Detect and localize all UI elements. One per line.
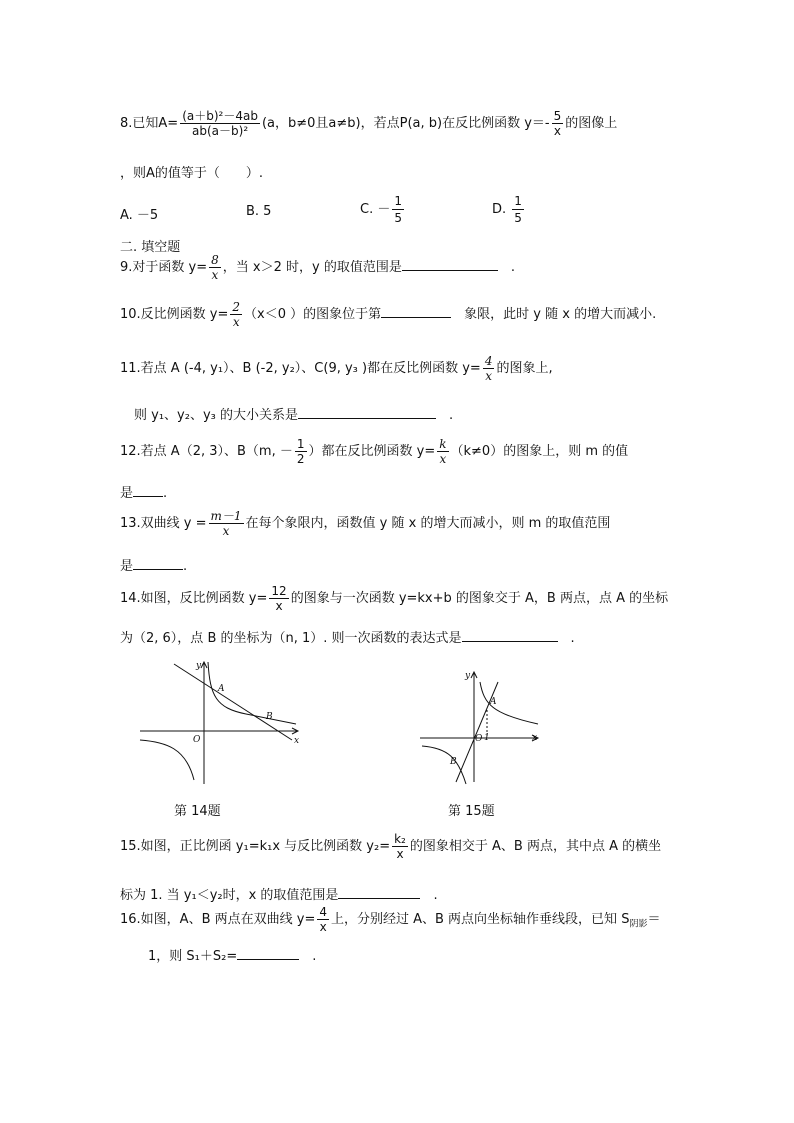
fig15-hyperbola-q3 — [422, 746, 466, 784]
q10-answer-blank[interactable] — [381, 305, 451, 318]
q13-fraction — [209, 510, 244, 537]
fig14-label-a: A — [218, 684, 225, 694]
q16-fraction — [317, 906, 329, 933]
fig14-line — [174, 664, 292, 740]
option-c-prefix: C. － — [360, 202, 391, 217]
fig14-caption: 第 14题 — [174, 804, 221, 819]
option-d-den: 5 — [514, 211, 522, 225]
option-c-den: 5 — [394, 211, 402, 225]
q15-text-1: 15.如图，正比例函 y₁=k₁x 与反比例函数 y₂= — [120, 839, 391, 854]
q12-fraction-b — [295, 438, 307, 465]
q8-fraction-a — [180, 110, 260, 137]
figure-15 — [418, 668, 544, 786]
fig14-label-x: x — [294, 736, 300, 746]
option-c[interactable] — [360, 194, 406, 225]
q11-answer-blank[interactable] — [298, 406, 436, 419]
q11-line2 — [134, 406, 453, 422]
q15-text-3: 标为 1. 当 y₁＜y₂时，x 的取值范围是 — [120, 888, 339, 903]
q14-num: 12 — [271, 584, 287, 598]
q9-answer-blank[interactable] — [402, 258, 498, 271]
option-a[interactable] — [120, 204, 158, 223]
q11-end: . — [449, 408, 454, 423]
q11-fraction — [483, 355, 495, 382]
q13-text-2: 在每个象限内，函数值 y 随 x 的增大而减小，则 m 的取值范围 — [245, 516, 611, 531]
option-d[interactable] — [492, 194, 526, 225]
q8-text-4: ，则A的值等于（ ）. — [120, 166, 264, 181]
q11-text-1: 11.若点 A (-4, y₁）、B (-2, y₂）、C(9, y₃ )都在反比例函数 y= — [120, 361, 481, 376]
q12-text-2: ）都在反比例函数 y= — [308, 444, 436, 459]
q11-num: 4 — [484, 354, 493, 368]
q9-num: 8 — [211, 253, 219, 267]
fig15-label-one: 1 — [484, 733, 490, 743]
fig15-label-a: A — [490, 697, 497, 707]
q15-num: k₂ — [394, 832, 406, 846]
q16-end: . — [312, 949, 317, 964]
q10-text-2: （x＜0 ）的图象位于第 — [244, 307, 382, 322]
fig14-label-b: B — [266, 712, 273, 722]
q10-line — [120, 301, 656, 328]
section-title: 二. 填空题 — [120, 240, 181, 255]
q10-den: x — [232, 315, 240, 329]
option-d-prefix: D. — [492, 202, 511, 217]
option-d-num: 1 — [514, 194, 522, 208]
q8-text-1: 8.已知A= — [120, 116, 179, 131]
q13-end: . — [183, 559, 188, 574]
q16-line1 — [120, 906, 660, 933]
q15-answer-blank[interactable] — [338, 886, 420, 899]
q9-fraction — [209, 254, 221, 281]
q13-text-1: 13.双曲线 y = — [120, 516, 207, 531]
q11-text-3: 则 y₁、y₂、y₃ 的大小关系是 — [134, 408, 298, 423]
q15-line1 — [120, 833, 661, 860]
q16-sub-shadow: 阴影 — [629, 919, 648, 930]
q8-text-2: (a，b≠0且a≠b)，若点P(a, b)在反比例函数 y＝- — [261, 116, 550, 131]
option-d-fraction — [512, 194, 524, 225]
q13-text-3: 是 — [120, 559, 134, 574]
fig14-label-y: y — [196, 661, 202, 671]
q9-line — [120, 254, 515, 281]
q12-text-1: 12.若点 A（2, 3）、B（m, － — [120, 444, 293, 459]
q9-text-1: 9.对于函数 y= — [120, 260, 208, 275]
q12-bnum: 1 — [296, 437, 305, 451]
q13-line1 — [120, 510, 610, 537]
q9-text-2: ，当 x＞2 时，y 的取值范围是 — [222, 260, 402, 275]
q12-fraction-k — [437, 438, 448, 465]
option-b-label: B. 5 — [246, 204, 272, 219]
q15-den: x — [396, 847, 404, 861]
q16-line2 — [148, 947, 316, 963]
q10-text-3: 象限，此时 y 随 x 的增大而减小. — [464, 307, 657, 322]
q15-text-2: 的图象相交于 A、B 两点，其中点 A 的横坐 — [409, 839, 662, 854]
option-a-label: A. －5 — [120, 208, 159, 223]
q14-fraction — [269, 585, 288, 612]
fig14-hyperbola-q3 — [140, 740, 194, 780]
option-c-num: 1 — [394, 194, 402, 208]
q12-line1 — [120, 438, 628, 465]
q12-end: . — [163, 486, 168, 501]
q14-den: x — [275, 599, 283, 613]
fig15-caption: 第 15题 — [448, 804, 495, 819]
q16-text-1: 16.如图，A、B 两点在双曲线 y= — [120, 912, 316, 927]
q8-frac-num: (a＋b)²－4ab — [182, 109, 258, 123]
q16-text-2: 上，分别经过 A、B 两点向坐标轴作垂线段，已知 S — [330, 912, 630, 927]
q16-answer-blank[interactable] — [237, 947, 299, 960]
q9-den: x — [211, 268, 219, 282]
q14-text-1: 14.如图，反比例函数 y= — [120, 591, 268, 606]
q14-end: . — [570, 631, 575, 646]
q12-bden: 2 — [296, 452, 305, 466]
q9-end: . — [510, 260, 515, 275]
option-b[interactable] — [246, 204, 271, 219]
fig15-label-o: O — [475, 734, 483, 744]
fig15-label-x: x — [532, 733, 538, 743]
q8-func-num: 5 — [553, 109, 562, 123]
q8-text-3: 的图像上 — [565, 116, 618, 131]
q11-line1 — [120, 355, 553, 382]
q11-den: x — [485, 369, 493, 383]
q13-num: m－1 — [210, 509, 242, 523]
q11-text-2: 的图象上, — [496, 361, 553, 376]
q8-func-den: x — [553, 124, 561, 138]
fig15-hyperbola-q1 — [480, 682, 538, 724]
q8-fraction-func — [552, 110, 564, 137]
q12-den: x — [439, 452, 447, 466]
q8-line2 — [120, 167, 263, 180]
q13-answer-blank[interactable] — [133, 557, 183, 570]
q12-num: k — [439, 437, 447, 451]
q16-num: 4 — [319, 905, 327, 919]
q14-text-3: 为（2, 6），点 B 的坐标为（n, 1）. 则一次函数的表达式是 — [120, 631, 462, 646]
q14-line2 — [120, 629, 575, 645]
q13-line2 — [120, 557, 187, 573]
q12-line2 — [120, 484, 167, 500]
q13-den: x — [222, 524, 230, 538]
option-c-fraction — [392, 194, 404, 225]
q10-fraction — [230, 301, 242, 328]
q15-end: . — [433, 888, 438, 903]
q15-fraction — [392, 833, 408, 860]
q16-den: x — [319, 920, 327, 934]
fig15-label-b: B — [450, 757, 457, 767]
q16-text-4: 1，则 S₁＋S₂= — [148, 949, 238, 964]
q15-line2 — [120, 886, 438, 902]
q10-text-1: 10.反比例函数 y= — [120, 307, 229, 322]
figure-14 — [136, 656, 306, 786]
q14-answer-blank[interactable] — [462, 629, 558, 642]
q8-line1 — [120, 110, 617, 137]
q14-line1 — [120, 585, 668, 612]
q12-text-3: （k≠0）的图象上，则 m 的值 — [450, 444, 629, 459]
q12-answer-blank[interactable] — [133, 484, 163, 497]
q14-text-2: 的图象与一次函数 y=kx+b 的图象交于 A，B 两点，点 A 的坐标 — [290, 591, 669, 606]
q12-text-4: 是 — [120, 486, 134, 501]
fig14-label-o: O — [193, 735, 201, 745]
q8-frac-den: ab(a－b)² — [192, 124, 249, 138]
q16-text-3: ＝ — [647, 912, 661, 927]
q10-num: 2 — [232, 300, 241, 314]
fig15-label-y: y — [465, 671, 471, 681]
